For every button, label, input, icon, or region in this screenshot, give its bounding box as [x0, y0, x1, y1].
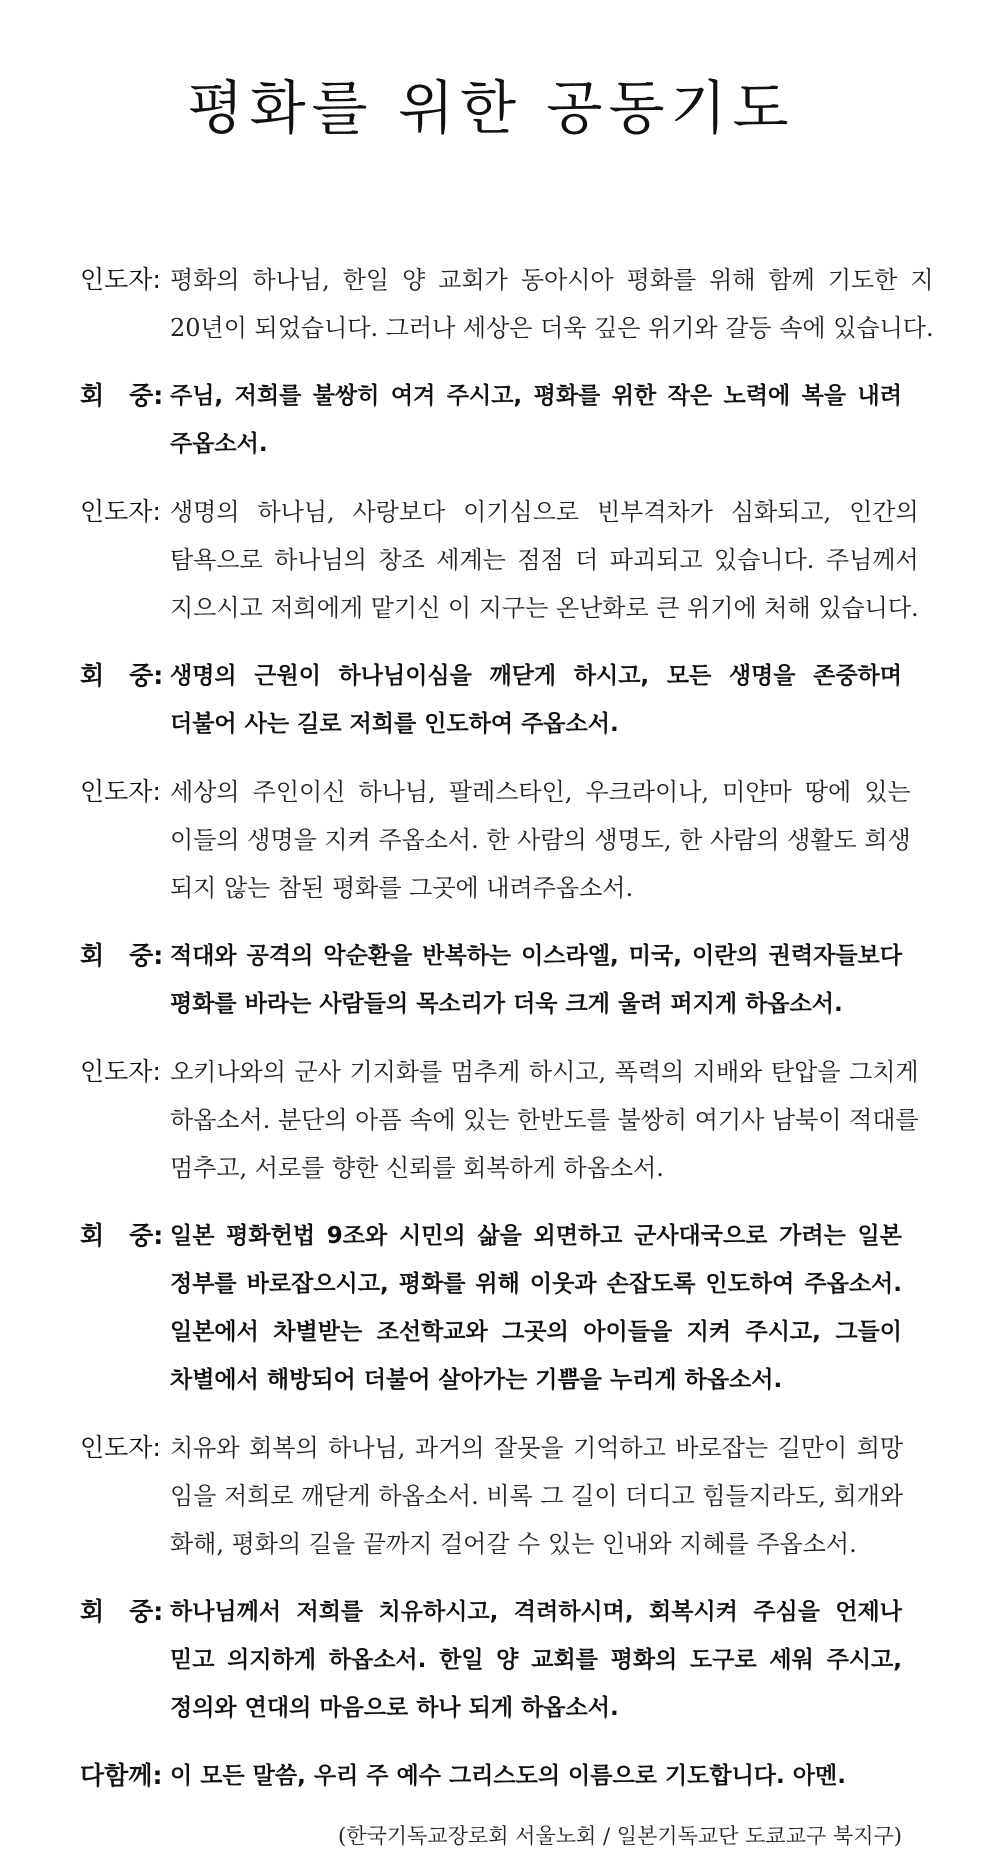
- speaker-label: 회 중:: [80, 661, 164, 690]
- prayer-text: [170, 1212, 902, 1404]
- prayer-line: 일본에서 차별받는 조선학교와 그곳의 아이들을 지켜 주시고, 그들이: [170, 1319, 902, 1345]
- prayer-text: [170, 256, 934, 352]
- prayer-line: 차별에서 해방되어 더불어 살아가는 기쁨을 누리게 하옵소서.: [170, 1367, 783, 1393]
- prayer-line: 화해, 평화의 길을 끝까지 걸어갈 수 있는 인내와 지혜를 주옵소서.: [170, 1530, 857, 1558]
- speaker-label: 인도자:: [80, 265, 161, 294]
- prayer-line: 멈추고, 서로를 향한 신뢰를 회복하게 하옵소서.: [170, 1154, 664, 1182]
- prayer-line: 20년이 되었습니다. 그러나 세상은 더욱 깊은 위기와 갈등 속에 있습니다.: [170, 314, 934, 342]
- speaker-label: 다함께:: [80, 1761, 163, 1790]
- prayer-text: [170, 652, 902, 748]
- prayer-line: 지으시고 저희에게 맡기신 이 지구는 온난화로 큰 위기에 처해 있습니다.: [170, 594, 919, 622]
- prayer-block-leader: [80, 488, 919, 632]
- prayer-line: 믿고 의지하게 하옵소서. 한일 양 교회를 평화의 도구로 세워 주시고,: [170, 1647, 902, 1673]
- prayer-text: [170, 1048, 919, 1192]
- prayer-line: 치유와 회복의 하나님, 과거의 잘못을 기억하고 바로잡는 길만이 희망: [170, 1434, 904, 1462]
- prayer-line: 세상의 주인이신 하나님, 팔레스타인, 우크라이나, 미얀마 땅에 있는: [170, 778, 911, 806]
- speaker-label: 인도자:: [80, 777, 161, 806]
- speaker-label: 회 중:: [80, 1597, 164, 1626]
- prayer-text: [170, 932, 902, 1028]
- prayer-block-all: [80, 1752, 902, 1800]
- prayer-block-leader: [80, 1424, 902, 1568]
- prayer-block-congregation: [80, 1588, 902, 1732]
- prayer-line: 하나님께서 저희를 치유하시고, 격려하시며, 회복시켜 주심을 언제나: [170, 1599, 902, 1625]
- prayer-line: 생명의 근원이 하나님이심을 깨닫게 하시고, 모든 생명을 존중하며: [170, 663, 902, 689]
- prayer-line: 일본 평화헌법 9조와 시민의 삶을 외면하고 군사대국으로 가려는 일본: [170, 1223, 902, 1249]
- prayer-text: [170, 1752, 902, 1800]
- prayer-block-leader: [80, 768, 911, 912]
- prayer-line: 평화의 하나님, 한일 양 교회가 동아시아 평화를 위해 함께 기도한 지: [170, 266, 934, 294]
- prayer-line: 더불어 사는 길로 저희를 인도하여 주옵소서.: [170, 711, 619, 737]
- prayer-line: 오키나와의 군사 기지화를 멈추게 하시고, 폭력의 지배와 탄압을 그치게: [170, 1058, 919, 1086]
- prayer-block-congregation: [80, 372, 902, 468]
- prayer-text: [170, 1424, 903, 1568]
- prayer-text: [170, 488, 919, 632]
- speaker-label: 인도자:: [80, 1433, 161, 1462]
- source-attribution: (한국기독교장로회 서울노회 / 일본기독교단 도쿄교구 북지구): [338, 1824, 902, 1848]
- prayer-text: [170, 1588, 902, 1732]
- prayer-block-congregation: [80, 1212, 902, 1404]
- prayer-line: 주님, 저희를 불쌍히 여겨 주시고, 평화를 위한 작은 노력에 복을 내려: [170, 383, 902, 409]
- prayer-block-leader: [80, 256, 934, 352]
- speaker-label: 인도자:: [80, 1057, 161, 1086]
- prayer-line: 되지 않는 참된 평화를 그곳에 내려주옵소서.: [170, 874, 634, 902]
- prayer-line: 평화를 바라는 사람들의 목소리가 더욱 크게 울려 퍼지게 하옵소서.: [170, 991, 843, 1017]
- prayer-line: 탐욕으로 하나님의 창조 세계는 점점 더 파괴되고 있습니다. 주님께서: [170, 546, 919, 574]
- prayer-body: [80, 256, 934, 1800]
- speaker-label: 회 중:: [80, 941, 164, 970]
- prayer-line: 적대와 공격의 악순환을 반복하는 이스라엘, 미국, 이란의 권력자들보다: [170, 943, 902, 969]
- prayer-line: 이들의 생명을 지켜 주옵소서. 한 사람의 생명도, 한 사람의 생활도 희생: [170, 826, 911, 854]
- speaker-label: 인도자:: [80, 497, 161, 526]
- prayer-block-leader: [80, 1048, 919, 1192]
- prayer-line: 주옵소서.: [170, 431, 268, 457]
- page-title: 평화를 위한 공동기도: [187, 74, 795, 142]
- prayer-block-congregation: [80, 932, 902, 1028]
- speaker-label: 회 중:: [80, 1221, 164, 1250]
- prayer-line: 정의와 연대의 마음으로 하나 되게 하옵소서.: [170, 1695, 619, 1721]
- prayer-text: [170, 768, 911, 912]
- prayer-line: 임을 저희로 깨닫게 하옵소서. 비록 그 길이 더디고 힘들지라도, 회개와: [170, 1482, 904, 1510]
- prayer-line: 이 모든 말씀, 우리 주 예수 그리스도의 이름으로 기도합니다. 아멘.: [170, 1763, 846, 1789]
- prayer-line: 생명의 하나님, 사랑보다 이기심으로 빈부격차가 심화되고, 인간의: [170, 498, 919, 526]
- prayer-line: 정부를 바로잡으시고, 평화를 위해 이웃과 손잡도록 인도하여 주옵소서.: [170, 1271, 902, 1297]
- prayer-text: [170, 372, 902, 468]
- speaker-label: 회 중:: [80, 381, 164, 410]
- prayer-line: 하옵소서. 분단의 아픔 속에 있는 한반도를 불쌍히 여기사 남북이 적대를: [170, 1106, 919, 1134]
- prayer-block-congregation: [80, 652, 902, 748]
